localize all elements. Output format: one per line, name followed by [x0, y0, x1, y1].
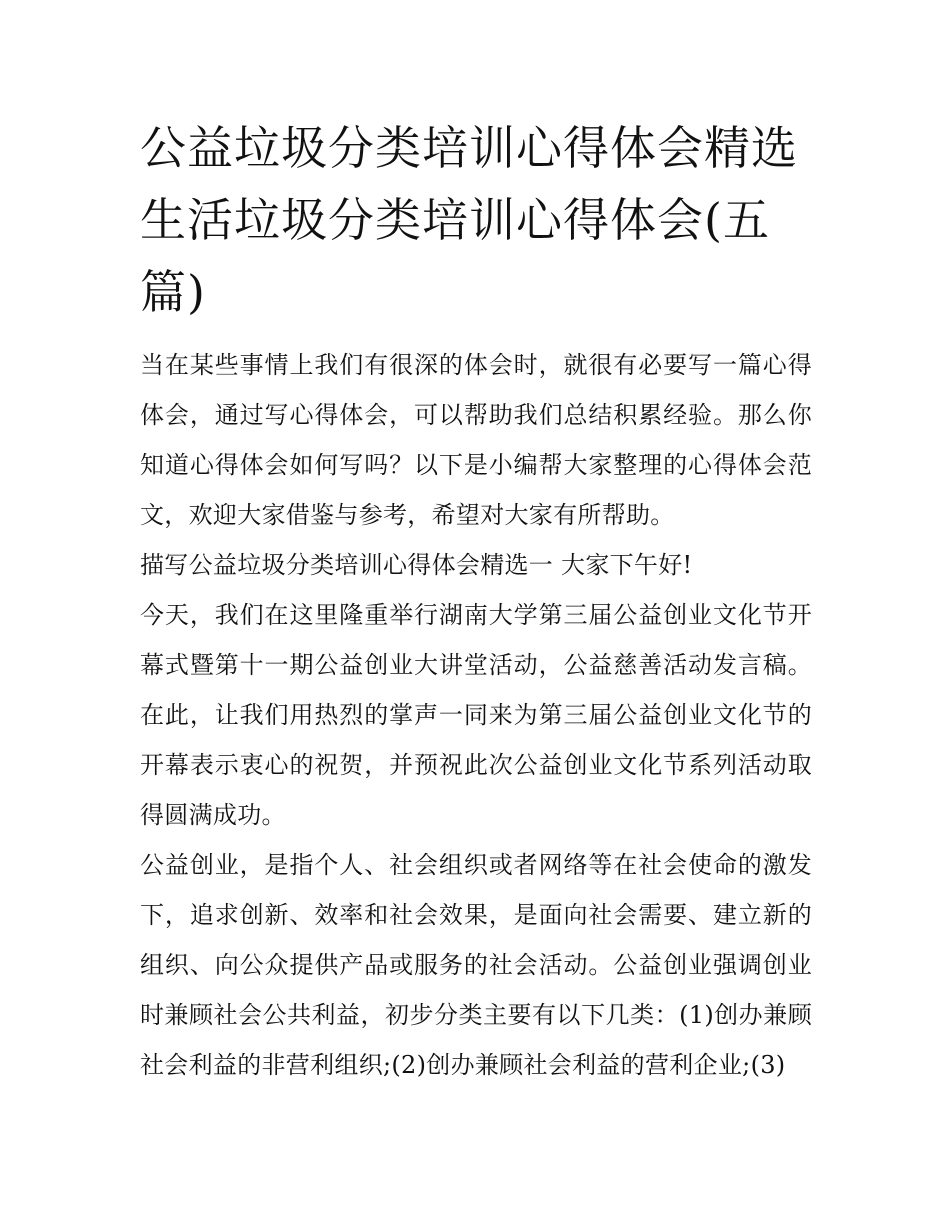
paragraph-section-heading: 描写公益垃圾分类培训心得体会精选一 大家下午好!: [140, 551, 693, 579]
paragraph-opening-speech: 今天，我们在这里隆重举行湖南大学第三届公益创业文化节开幕式暨第十一期公益创业大讲堂活动，公益慈善活动发言稿。在此，让我们用热烈的掌声一同来为第三届公益创业文化节的开幕表示衷心的祝贺，并预祝此次公益创业文化节系列活动取得圆满成功。: [140, 601, 812, 829]
paragraph-definition: 公益创业，是指个人、社会组织或者网络等在社会使命的激发下，追求创新、效率和社会效果，是面向社会需要、建立新的组织、向公众提供产品或服务的社会活动。公益创业强调创业时兼顾社会公共利益，初步分类主要有以下几类：(1)创办兼顾社会利益的非营利组织;(2)创办兼顾社会利益的营利企业;(3): [140, 851, 812, 1079]
document-body: [140, 112, 812, 1090]
paragraph-intro: 当在某些事情上我们有很深的体会时，就很有必要写一篇心得体会，通过写心得体会，可以帮助我们总结积累经验。那么你知道心得体会如何写吗？以下是小编帮大家整理的心得体会范文，欢迎大家借鉴与参考，希望对大家有所帮助。: [140, 351, 812, 529]
document-title: 公益垃圾分类培训心得体会精选 生活垃圾分类培训心得体会(五篇): [140, 121, 798, 319]
